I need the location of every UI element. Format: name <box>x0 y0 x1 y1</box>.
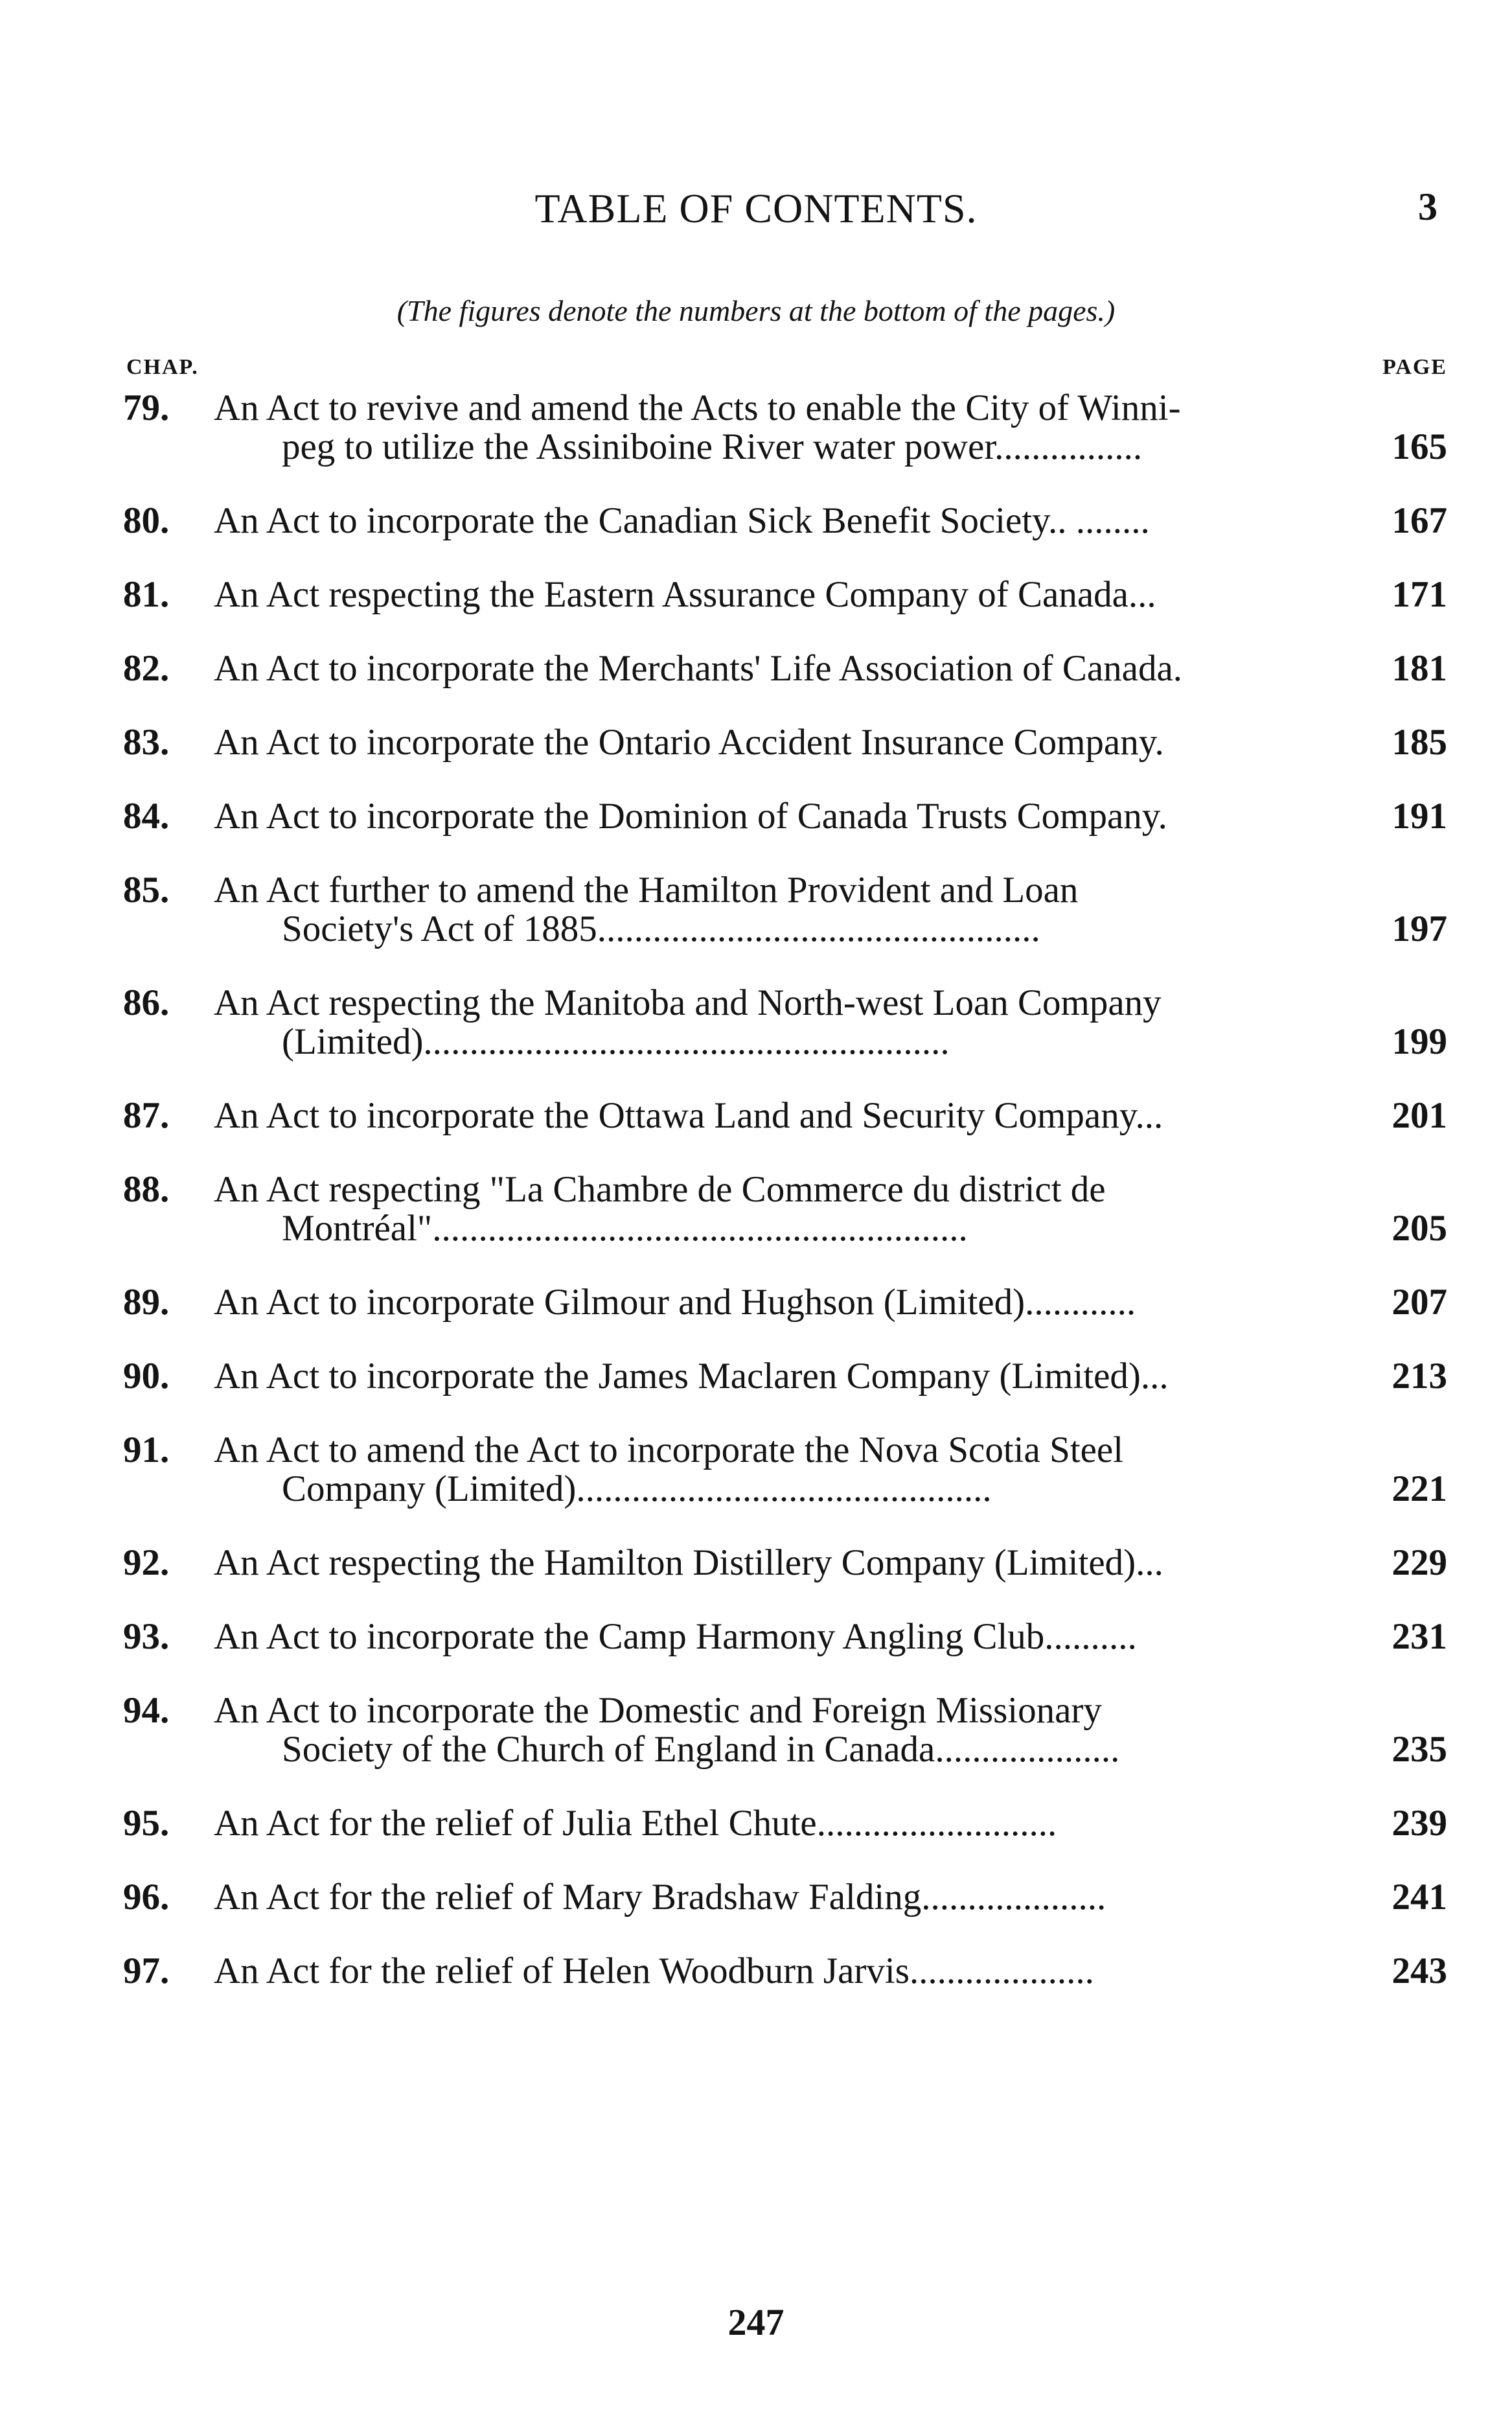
act-title-continuation: Montréal".......................................................... <box>282 1208 968 1249</box>
act-title <box>214 1283 1382 1322</box>
page-reference: 191 <box>1392 796 1447 837</box>
page-reference: 221 <box>1392 1468 1447 1509</box>
act-title <box>214 871 1382 949</box>
header-page-number: 3 <box>1418 185 1438 228</box>
page-reference: 235 <box>1392 1729 1447 1770</box>
toc-entry <box>123 871 1447 949</box>
act-title <box>214 1096 1382 1135</box>
act-title <box>214 1878 1382 1917</box>
page-reference: 205 <box>1392 1208 1447 1249</box>
toc-entry <box>123 1878 1447 1917</box>
act-title-line: An Act to incorporate the Merchants' Life Association of Canada. <box>214 648 1182 689</box>
act-title-continuation: Company (Limited)............................................. <box>282 1468 992 1509</box>
act-title-line: An Act to incorporate the James Maclaren Company (Limited)... <box>214 1356 1169 1396</box>
toc-entry <box>123 1431 1447 1509</box>
act-title-line: An Act to incorporate the Canadian Sick Benefit Society.. ........ <box>214 500 1150 541</box>
act-title-line: An Act to incorporate the Camp Harmony Angling Club.......... <box>214 1616 1137 1657</box>
page-reference: 239 <box>1392 1803 1447 1844</box>
toc-entry <box>123 389 1447 467</box>
act-title <box>214 984 1382 1061</box>
toc-entry <box>123 984 1447 1061</box>
chapter-number: 93. <box>123 1616 170 1657</box>
toc-entry <box>123 1804 1447 1843</box>
chapter-number: 86. <box>123 982 170 1023</box>
act-title-line: An Act further to amend the Hamilton Provident and Loan <box>214 870 1079 910</box>
act-title-continuation: Society's Act of 1885................................................ <box>282 909 1040 949</box>
toc-entry <box>123 1952 1447 1991</box>
page-title: TABLE OF CONTENTS. <box>534 185 978 231</box>
figures-note: (The figures denote the numbers at the bottom of the pages.) <box>396 294 1116 327</box>
toc-entry <box>123 1170 1447 1248</box>
chapter-number: 79. <box>123 388 170 428</box>
act-title-line: An Act respecting the Hamilton Distillery Company (Limited)... <box>214 1542 1163 1583</box>
act-title <box>214 1431 1382 1509</box>
chapter-number: 90. <box>123 1356 170 1396</box>
act-title <box>214 797 1382 836</box>
toc-entry <box>123 1691 1447 1769</box>
act-title <box>214 575 1382 614</box>
toc-entry <box>123 649 1447 688</box>
act-title <box>214 723 1382 762</box>
act-title-continuation: Society of the Church of England in Canada.................... <box>282 1729 1120 1770</box>
act-title-continuation: (Limited)......................................................... <box>282 1021 950 1062</box>
chapter-number: 84. <box>123 796 170 837</box>
chapter-number: 88. <box>123 1169 170 1210</box>
toc-entry <box>123 1283 1447 1322</box>
page-reference: 171 <box>1392 574 1447 615</box>
page-reference: 199 <box>1392 1021 1447 1062</box>
page-reference: 229 <box>1392 1542 1447 1583</box>
page-reference: 165 <box>1392 426 1447 467</box>
page-reference: 185 <box>1392 722 1447 763</box>
toc-entry <box>123 1617 1447 1656</box>
act-title-line: An Act to incorporate Gilmour and Hughson (Limited)............ <box>214 1282 1136 1323</box>
chapter-number: 87. <box>123 1095 170 1136</box>
toc-entry <box>123 502 1447 540</box>
chapter-number: 89. <box>123 1282 170 1323</box>
act-title-line: An Act for the relief of Helen Woodburn Jarvis.................... <box>214 1951 1094 1991</box>
act-title-line: An Act respecting the Eastern Assurance Company of Canada... <box>214 574 1156 615</box>
page-reference: 201 <box>1392 1095 1447 1136</box>
page-reference: 197 <box>1392 909 1447 949</box>
page-column-label: PAGE <box>1382 355 1447 379</box>
footer-page-number: 247 <box>727 2301 785 2343</box>
act-title-line: An Act to revive and amend the Acts to enable the City of Winni- <box>214 388 1181 428</box>
act-title-line: An Act for the relief of Mary Bradshaw Falding.................... <box>214 1877 1106 1917</box>
act-title-line: An Act to incorporate the Dominion of Canada Trusts Company. <box>214 796 1167 837</box>
toc-entry <box>123 797 1447 836</box>
page-reference: 243 <box>1392 1951 1447 1991</box>
act-title <box>214 1357 1382 1396</box>
act-title <box>214 1952 1382 1991</box>
act-title-continuation: peg to utilize the Assiniboine River water power................ <box>282 426 1143 467</box>
page-reference: 167 <box>1392 500 1447 541</box>
toc-entry <box>123 1357 1447 1396</box>
act-title <box>214 649 1382 688</box>
table-of-contents <box>123 389 1447 2026</box>
chapter-number: 96. <box>123 1877 170 1917</box>
act-title <box>214 1617 1382 1656</box>
act-title <box>214 1804 1382 1843</box>
chapter-number: 95. <box>123 1803 170 1844</box>
act-title <box>214 1544 1382 1582</box>
page-reference: 213 <box>1392 1356 1447 1396</box>
act-title <box>214 1170 1382 1248</box>
act-title-line: An Act to incorporate the Domestic and Foreign Missionary <box>214 1690 1102 1731</box>
page-reference: 231 <box>1392 1616 1447 1657</box>
act-title-line: An Act respecting "La Chambre de Commerce du district de <box>214 1169 1106 1210</box>
toc-entry <box>123 575 1447 614</box>
act-title-line: An Act for the relief of Julia Ethel Chute.......................... <box>214 1803 1057 1844</box>
toc-entry <box>123 1544 1447 1582</box>
page-reference: 207 <box>1392 1282 1447 1323</box>
chapter-number: 92. <box>123 1542 170 1583</box>
act-title <box>214 502 1382 540</box>
act-title-line: An Act to incorporate the Ottawa Land and Security Company... <box>214 1095 1163 1136</box>
act-title <box>214 389 1382 467</box>
toc-entry <box>123 1096 1447 1135</box>
act-title <box>214 1691 1382 1769</box>
chapter-number: 81. <box>123 574 170 615</box>
act-title-line: An Act to incorporate the Ontario Accident Insurance Company. <box>214 722 1164 763</box>
chapter-number: 83. <box>123 722 170 763</box>
page-header <box>0 185 1512 237</box>
chapter-number: 85. <box>123 870 170 910</box>
page-reference: 181 <box>1392 648 1447 689</box>
act-title-line: An Act respecting the Manitoba and North-west Loan Company <box>214 982 1162 1023</box>
chapter-column-label: CHAP. <box>126 355 199 379</box>
page-reference: 241 <box>1392 1877 1447 1917</box>
chapter-number: 82. <box>123 648 170 689</box>
act-title-line: An Act to amend the Act to incorporate the Nova Scotia Steel <box>214 1430 1124 1470</box>
toc-entry <box>123 723 1447 762</box>
chapter-number: 91. <box>123 1430 170 1470</box>
chapter-number: 97. <box>123 1951 170 1991</box>
chapter-number: 94. <box>123 1690 170 1731</box>
chapter-number: 80. <box>123 500 170 541</box>
